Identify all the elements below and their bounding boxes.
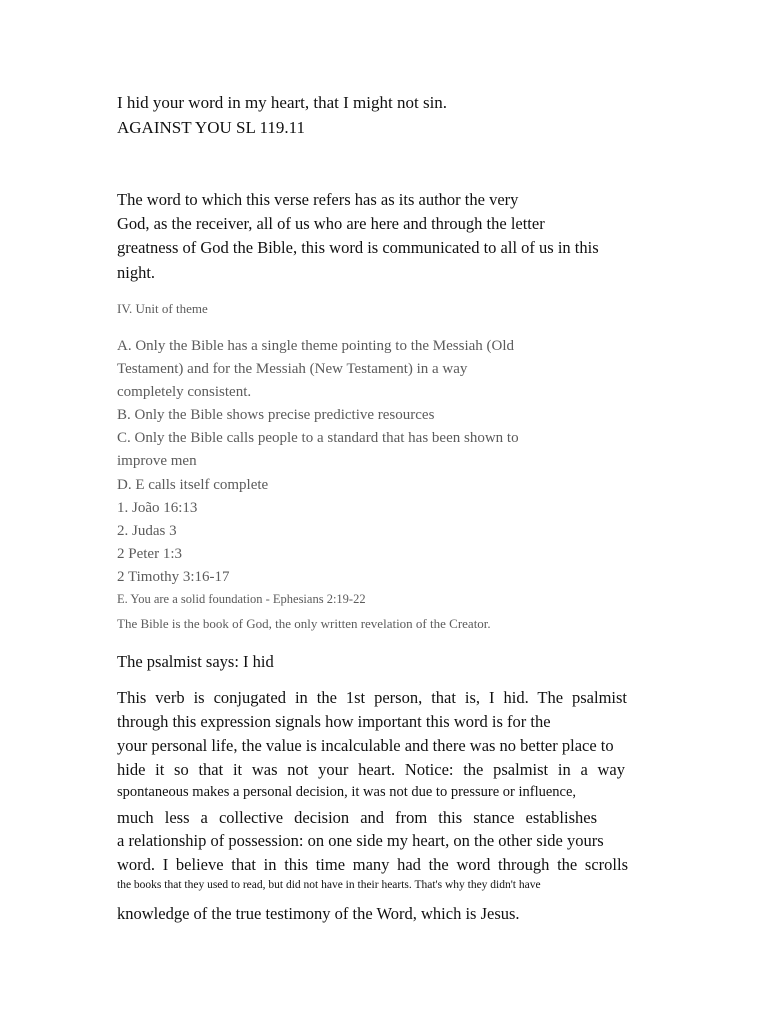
section-item: 2 Timothy 3:16-17: [117, 569, 230, 585]
intro-line: God, as the receiver, all of us who are here and through the letter: [117, 214, 545, 233]
section-closing: The Bible is the book of God, the only written revelation of the Creator.: [117, 616, 491, 631]
psalmist-line: a relationship of possession: on one side my heart, on the other side yours: [117, 831, 604, 850]
epigraph-line-2: AGAINST YOU SL 119.11: [117, 118, 305, 137]
intro-line: night.: [117, 263, 156, 282]
psalmist-line: spontaneous makes a personal decision, it was not due to pressure or influence,: [117, 784, 577, 800]
section-item: Testament) and for the Messiah (New Testament) in a way: [117, 361, 468, 377]
section-item: D. E calls itself complete: [117, 477, 269, 493]
section-heading: IV. Unit of theme: [117, 301, 208, 316]
section-item: 1. João 16:13: [117, 500, 198, 516]
section-item: B. Only the Bible shows precise predictive resources: [117, 407, 435, 423]
section-item: 2 Peter 1:3: [117, 546, 182, 562]
intro-line: The word to which this verse refers has as its author the very: [117, 190, 519, 209]
section-item: A. Only the Bible has a single theme pointing to the Messiah (Old: [117, 338, 515, 354]
psalmist-line: your personal life, the value is incalculable and there was no better place to: [117, 736, 614, 755]
psalmist-line: knowledge of the true testimony of the Word, which is Jesus.: [117, 904, 520, 923]
section-item-e: E. You are a solid foundation - Ephesians 2:19-22: [117, 592, 366, 606]
section-item: improve men: [117, 453, 197, 469]
section-item: 2. Judas 3: [117, 523, 177, 539]
intro-line: greatness of God the Bible, this word is communicated to all of us in this: [117, 238, 599, 257]
psalmist-line: through this expression signals how important this word is for the: [117, 712, 551, 731]
psalmist-line: hide it so that it was not your heart. Notice: the psalmist in a way: [117, 760, 625, 779]
section-item: C. Only the Bible calls people to a standard that has been shown to: [117, 430, 519, 446]
psalmist-line: the books that they used to read, but did not have in their hearts. That's why they didn't have: [117, 879, 541, 891]
psalmist-line: word. I believe that in this time many had the word through the scrolls: [117, 855, 628, 874]
psalmist-line: This verb is conjugated in the 1st person, that is, I hid. The psalmist: [117, 688, 627, 707]
section-item: completely consistent.: [117, 384, 252, 400]
psalmist-line: much less a collective decision and from this stance establishes: [117, 808, 597, 827]
psalmist-heading: The psalmist says: I hid: [117, 652, 274, 671]
epigraph-line-1: I hid your word in my heart, that I might not sin.: [117, 93, 448, 112]
